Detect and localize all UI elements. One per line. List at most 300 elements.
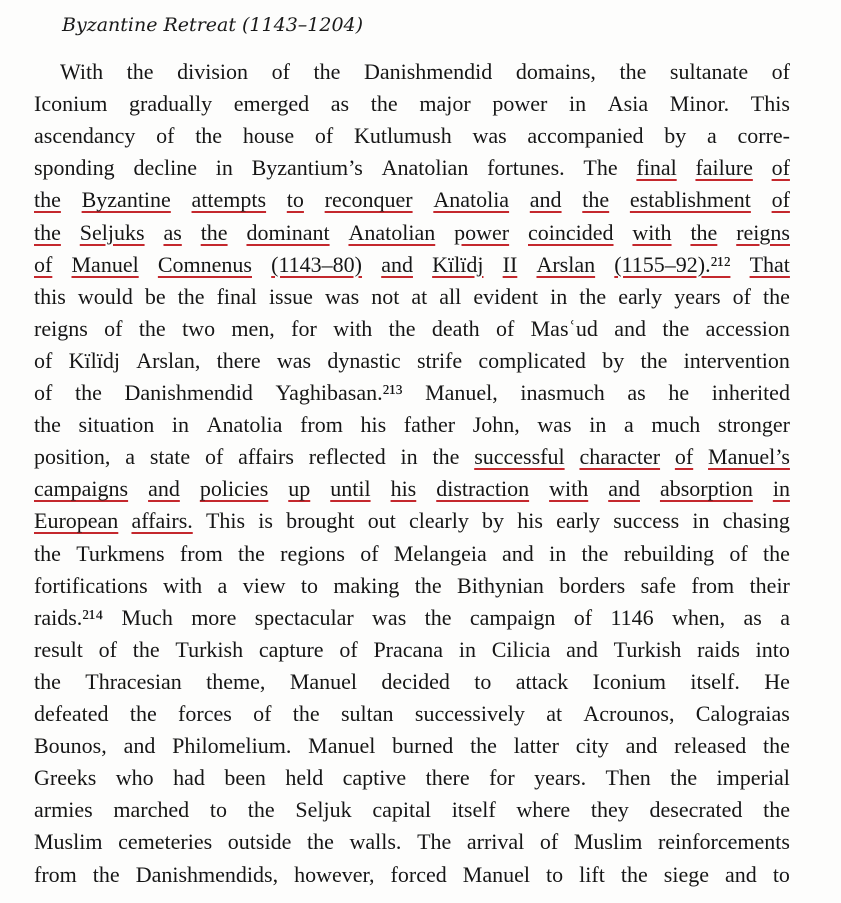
word: a (125, 444, 135, 470)
underlined-word: successful (474, 444, 565, 470)
word: latter (513, 733, 559, 759)
word: situation (78, 412, 155, 438)
word: their (749, 572, 790, 598)
word: from (300, 412, 343, 438)
word: the (306, 829, 334, 855)
word: forced (390, 861, 447, 887)
underlined-word: with (632, 219, 672, 245)
text-line (34, 377, 790, 409)
word: theme, (206, 668, 266, 694)
text-line (34, 152, 790, 184)
word: Cilicia (491, 636, 551, 662)
word: a (217, 572, 228, 598)
word: the (370, 91, 398, 117)
word: with (333, 315, 373, 341)
word: reinforcements (657, 829, 790, 855)
word: of (34, 347, 53, 373)
text-line (34, 570, 790, 602)
text-line (34, 184, 790, 216)
word: as (743, 604, 762, 630)
word: by (482, 508, 505, 534)
text-line (34, 505, 790, 537)
text-line (34, 473, 790, 505)
word: the (237, 540, 265, 566)
word: Iconium (592, 668, 666, 694)
word: the (34, 540, 61, 566)
word: brought (286, 508, 355, 534)
word: was (372, 604, 407, 630)
word: early (556, 508, 601, 534)
underlined-word: with (549, 476, 589, 502)
word: raids (697, 636, 740, 662)
word: clearly (409, 508, 469, 534)
word: to (772, 861, 790, 887)
underlined-word: and (148, 476, 180, 502)
word: city (575, 733, 609, 759)
word: the (195, 123, 223, 149)
word: and (625, 733, 658, 759)
word: to (546, 861, 564, 887)
underlined-word: character (579, 444, 661, 470)
underlined-word: of (34, 251, 53, 277)
word: gradually (129, 91, 213, 117)
word: the (126, 59, 154, 84)
underlined-word: of (771, 187, 790, 213)
word: the (129, 701, 157, 726)
text-line (34, 762, 790, 794)
word: the (581, 540, 609, 566)
text-line (34, 120, 790, 152)
word: inasmuch (520, 380, 605, 405)
underlined-word: Byzantine (81, 187, 171, 213)
word: at (546, 701, 563, 726)
word: this (34, 283, 66, 309)
word: a (780, 604, 790, 630)
word: marched (113, 797, 190, 823)
underlined-word: reigns (736, 219, 790, 245)
word: early (618, 283, 663, 309)
word: with (163, 572, 203, 598)
word: into (755, 636, 790, 662)
word: ascendancy (34, 123, 136, 149)
word: held (285, 765, 324, 791)
word: as (627, 380, 646, 405)
word: the (579, 283, 607, 309)
text-line (34, 281, 790, 313)
word: borders (559, 572, 626, 598)
word: view (242, 572, 286, 598)
word: his (517, 508, 543, 534)
word: of (732, 283, 751, 309)
text-line (34, 409, 790, 441)
word: he (668, 380, 690, 405)
word: more (191, 604, 237, 630)
running-head: Byzantine Retreat (1143–1204) (62, 14, 364, 36)
word: reigns (34, 315, 88, 341)
word: strife (416, 347, 463, 373)
word: cemeteries (118, 829, 213, 855)
word: there (425, 765, 470, 791)
underlined-word: until (330, 476, 371, 502)
word: the (640, 347, 668, 373)
word: all (439, 283, 462, 309)
word: Masʿud (530, 315, 598, 341)
word: the (74, 380, 102, 405)
word: Anatolian (381, 155, 469, 181)
word: inherited (711, 380, 790, 405)
underlined-word: and (608, 476, 640, 502)
word: decline (133, 155, 197, 181)
word: they (590, 797, 629, 823)
word: the (388, 315, 416, 341)
word: power (492, 91, 548, 117)
word: burned (392, 733, 454, 759)
underlined-word: the (690, 219, 718, 245)
word: Muslim (573, 829, 643, 855)
word: the (470, 733, 497, 759)
word: capital (372, 797, 431, 823)
underlined-word: Anatolia (433, 187, 510, 213)
word: not (371, 283, 400, 309)
word: position, (34, 444, 111, 470)
word: Byzantium’s (251, 155, 363, 181)
word: the (34, 668, 61, 694)
word: in (589, 412, 607, 438)
underlined-word: and (381, 251, 413, 277)
word: of (271, 59, 290, 84)
underlined-word: the (34, 219, 61, 245)
underlined-word: Anatolian (348, 219, 436, 245)
word: of (204, 444, 224, 470)
word: Danishmendid (124, 380, 253, 405)
underlined-word: Manuel’s (708, 444, 790, 470)
text-line (34, 666, 790, 698)
word: lift (579, 861, 605, 887)
underlined-word: power (454, 219, 510, 245)
word: decided (381, 668, 450, 694)
word: when, (672, 604, 726, 630)
word: years (674, 283, 721, 309)
word: campaign (469, 604, 556, 630)
word: Bounos, (34, 733, 107, 759)
word: raids.²¹⁴ (34, 604, 104, 630)
word: of (253, 701, 272, 726)
word: result (34, 636, 83, 662)
word: the (138, 315, 166, 341)
word: This (205, 508, 246, 534)
word: Manuel, (425, 380, 498, 405)
word: Asia (607, 91, 649, 117)
word: in (550, 283, 568, 309)
word: Kïlïdj (68, 347, 120, 373)
word: released (674, 733, 747, 759)
word: Thracesian (85, 668, 182, 694)
word: of (495, 315, 515, 341)
word: the (763, 733, 790, 759)
text-line (34, 826, 790, 858)
word: intervention (683, 347, 790, 373)
underlined-word: dominant (246, 219, 330, 245)
word: Calograias (695, 701, 790, 726)
word: Acrounos, (583, 701, 675, 726)
word: for (489, 765, 515, 791)
word: the (92, 861, 120, 887)
word: years. (534, 765, 587, 791)
word: there (216, 347, 261, 373)
word: however, (294, 861, 375, 887)
word: of (771, 59, 790, 84)
text-line (34, 602, 790, 634)
word: Danishmendids, (135, 861, 279, 887)
word: sultanate (669, 59, 749, 84)
text-line (60, 56, 790, 88)
underlined-word: campaigns (34, 476, 129, 502)
word: a (623, 412, 634, 438)
word: Iconium (34, 91, 108, 117)
text-line (34, 538, 790, 570)
word: accompanied (527, 123, 644, 149)
word: the (132, 636, 160, 662)
word: itself. (690, 668, 740, 694)
word: and (725, 861, 757, 887)
word: in (549, 540, 567, 566)
word: division (177, 59, 249, 84)
word: the (292, 701, 320, 726)
word: success (613, 508, 680, 534)
text-line (34, 794, 790, 826)
word: Much (121, 604, 173, 630)
word: emerged (233, 91, 310, 117)
word: in (458, 636, 476, 662)
text-line (34, 249, 790, 281)
underlined-word: as (163, 219, 182, 245)
word: Minor. (669, 91, 730, 117)
word: to (474, 668, 492, 694)
word: for (291, 315, 317, 341)
word: attack (515, 668, 569, 694)
word: Melangeia (393, 540, 487, 566)
word: With (60, 59, 104, 84)
word: major (419, 91, 471, 117)
underlined-word: establishment (629, 187, 751, 213)
underlined-word: of (674, 444, 694, 470)
underlined-word: affairs. (131, 508, 193, 534)
word: 1146 (610, 604, 654, 630)
word: stronger (717, 412, 790, 438)
word: father (403, 412, 456, 438)
word: forces (178, 701, 232, 726)
word: safe (640, 572, 677, 598)
word: fortunes. (487, 155, 565, 181)
word: be (144, 283, 166, 309)
word: out (367, 508, 396, 534)
word: been (224, 765, 266, 791)
word: Seljuk (295, 797, 352, 823)
word: would (77, 283, 133, 309)
word: outside (227, 829, 292, 855)
underlined-word: the (200, 219, 228, 245)
word: Then (605, 765, 651, 791)
word: by (602, 347, 625, 373)
word: his (360, 412, 387, 438)
underlined-word: reconquer (324, 187, 413, 213)
word: men, (231, 315, 275, 341)
underlined-word: to (286, 187, 304, 213)
word: Danishmendid (363, 59, 493, 84)
word: regions (280, 540, 345, 566)
word: who (115, 765, 154, 791)
word: making (333, 572, 400, 598)
word: He (764, 668, 790, 694)
word: of (98, 636, 117, 662)
word: from (179, 540, 223, 566)
word: from (34, 861, 77, 887)
word: of (104, 315, 123, 341)
word: siege (663, 861, 709, 887)
word: Anatolia (206, 412, 283, 438)
word: captive (342, 765, 407, 791)
text-line (34, 88, 790, 120)
word: defeated (34, 701, 109, 726)
word: to (300, 572, 318, 598)
word: Turkish (613, 636, 682, 662)
word: the (177, 283, 205, 309)
text-line (34, 345, 790, 377)
word: Yaghibasan.²¹³ (275, 380, 403, 405)
text-line (34, 698, 790, 730)
word: imperial (716, 765, 790, 791)
word: capture (258, 636, 324, 662)
word: to (209, 797, 227, 823)
word: Arslan, (136, 347, 201, 373)
word: This (750, 91, 790, 117)
word: in (215, 155, 233, 181)
text-line (34, 441, 790, 473)
underlined-word: policies (199, 476, 269, 502)
word: of (729, 540, 748, 566)
word: of (573, 604, 593, 630)
underlined-word: II (502, 251, 518, 277)
word: the (34, 412, 61, 438)
word: domains, (515, 59, 596, 84)
underlined-word: Manuel (71, 251, 139, 277)
word: in (692, 508, 710, 534)
underlined-word: That (749, 251, 790, 277)
word: a (706, 123, 717, 149)
word: affairs (238, 444, 294, 470)
word: of (360, 540, 379, 566)
word: and (502, 540, 534, 566)
word: two (182, 315, 216, 341)
word: of (339, 636, 358, 662)
word: as (330, 91, 350, 117)
word: dynastic (327, 347, 401, 373)
underlined-word: (1155–92).²¹² (614, 251, 731, 277)
underlined-word: up (288, 476, 311, 502)
word: the (247, 797, 275, 823)
underlined-word: in (772, 476, 790, 502)
word: spectacular (254, 604, 354, 630)
word: much (651, 412, 701, 438)
word: the (662, 315, 690, 341)
word: reflected (308, 444, 386, 470)
word: The (417, 829, 452, 855)
word: The (583, 155, 618, 181)
word: the (763, 797, 790, 823)
word: of (539, 829, 559, 855)
word: Greeks (34, 765, 97, 791)
text-line (34, 730, 790, 762)
word: of (156, 123, 175, 149)
underlined-word: the (582, 187, 610, 213)
word: rebuilding (623, 540, 715, 566)
word: at (411, 283, 428, 309)
word: had (173, 765, 205, 791)
word: the (424, 604, 452, 630)
word: itself (451, 797, 496, 823)
word: Manuel (308, 733, 376, 759)
word: Bithynian (457, 572, 544, 598)
underlined-word: Arslan (536, 251, 596, 277)
word: and (566, 636, 598, 662)
word: and (614, 315, 646, 341)
word: sultan (341, 701, 394, 726)
word: house (242, 123, 295, 149)
word: armies (34, 797, 93, 823)
word: state (149, 444, 191, 470)
word: chasing (722, 508, 790, 534)
underlined-word: failure (695, 155, 753, 181)
word: the (620, 861, 648, 887)
underlined-word: Seljuks (79, 219, 145, 245)
word: Philomelium. (172, 733, 292, 759)
word: was (472, 123, 507, 149)
text-line (34, 217, 790, 249)
underlined-word: Kïlïdj (432, 251, 484, 277)
word: was (537, 412, 572, 438)
underlined-word: Comnenus (157, 251, 252, 277)
word: the (313, 59, 341, 84)
word: is (258, 508, 273, 534)
word: where (516, 797, 571, 823)
word: Kutlumush (353, 123, 452, 149)
word: corre- (737, 123, 790, 149)
text-line (34, 634, 790, 666)
underlined-word: (1143–80) (271, 251, 363, 277)
word: fortifications (34, 572, 148, 598)
text-line (34, 313, 790, 345)
underlined-word: coincided (528, 219, 614, 245)
word: Manuel (289, 668, 358, 694)
word: Manuel (462, 861, 530, 887)
underlined-word: absorption (659, 476, 753, 502)
word: issue (268, 283, 313, 309)
word: the (670, 765, 698, 791)
word: complicated (478, 347, 586, 373)
word: successively (414, 701, 525, 726)
word: death (431, 315, 480, 341)
word: the (763, 283, 790, 309)
underlined-word: attempts (191, 187, 267, 213)
word: the (763, 540, 790, 566)
word: the (432, 444, 460, 470)
word: was (276, 347, 312, 373)
text-line (34, 859, 790, 891)
word: from (691, 572, 735, 598)
word: walls. (349, 829, 402, 855)
word: arrival (466, 829, 525, 855)
word: accession (705, 315, 790, 341)
